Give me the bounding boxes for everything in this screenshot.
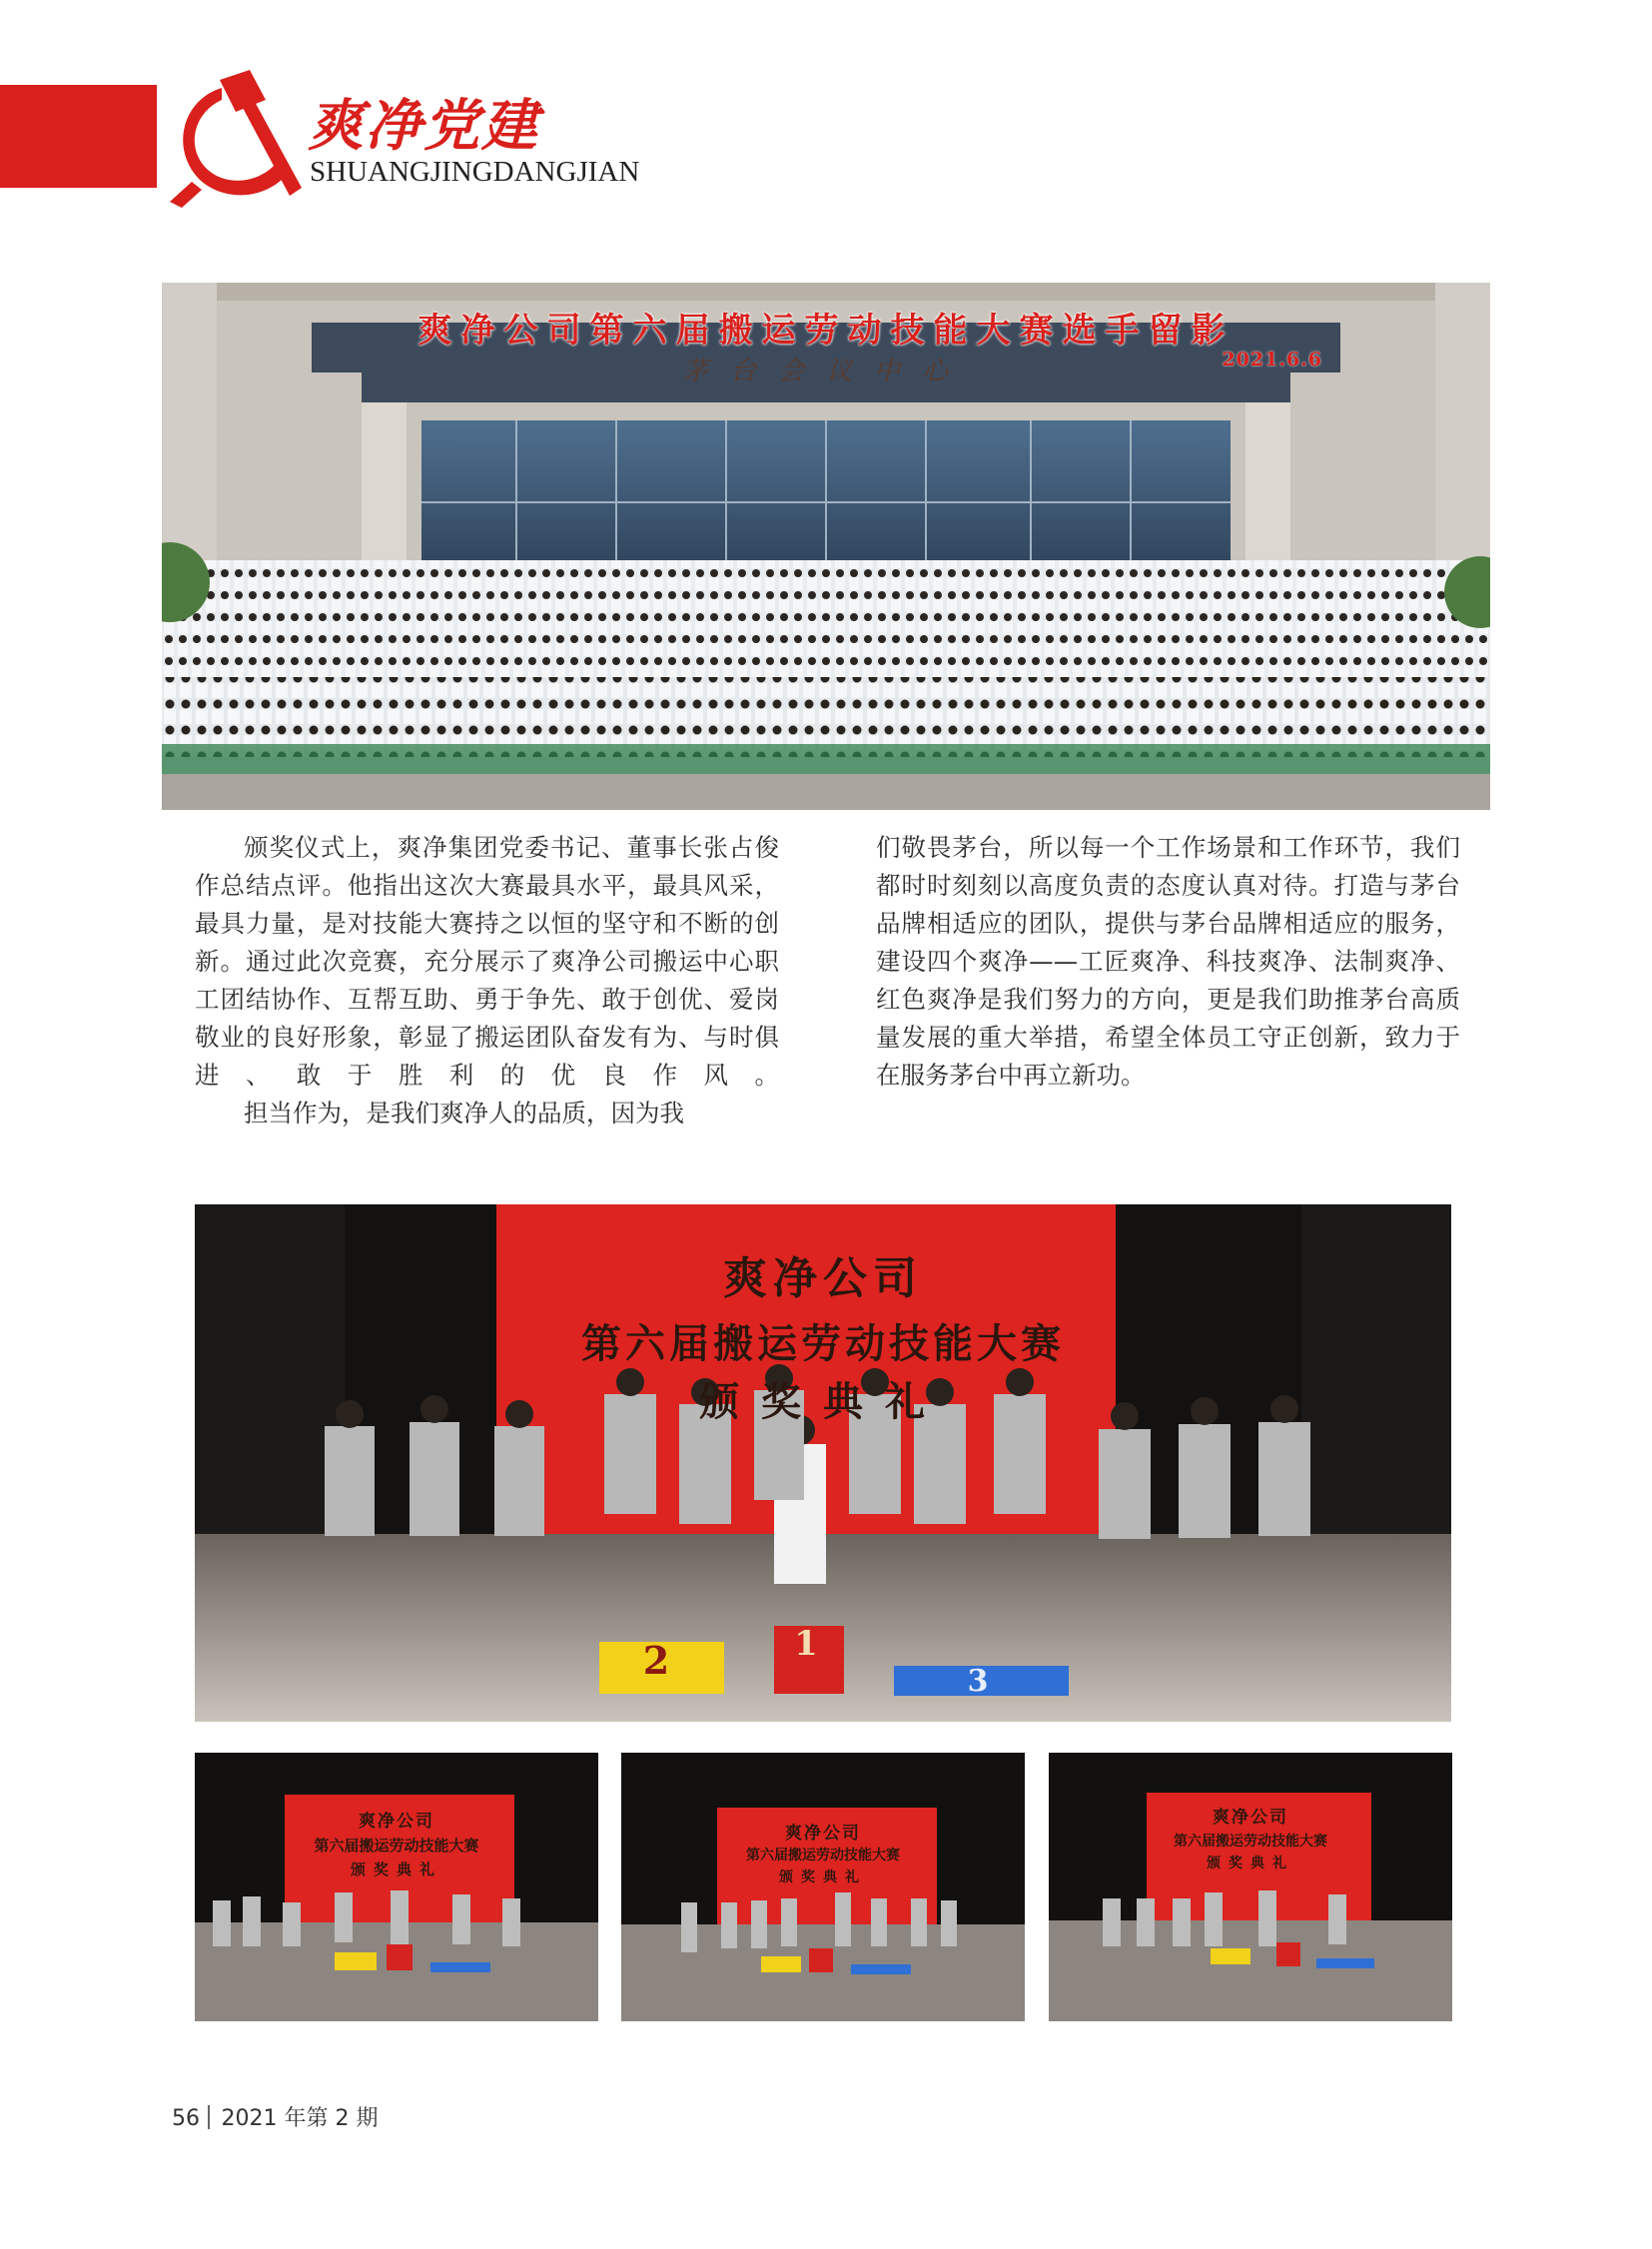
group-photo: [162, 283, 1490, 810]
banner-line-1: 爽净公司: [1213, 1808, 1288, 1828]
header-red-bar: [0, 85, 157, 188]
banner-line-2: 第六届搬运劳动技能大赛: [1174, 1834, 1327, 1850]
banner-line-3: 颁奖典礼: [1207, 1856, 1294, 1872]
page-number: 56: [172, 2106, 200, 2131]
banner-line-3: 颁奖典礼: [350, 1861, 442, 1878]
banner-line-2: 第六届搬运劳动技能大赛: [581, 1320, 1065, 1367]
building-sign: 茅台会议中心: [681, 357, 970, 386]
banner-line-1: 爽净公司: [723, 1253, 923, 1304]
page-footer: [172, 2101, 378, 2132]
banner-line-3: 颁奖典礼: [699, 1378, 947, 1425]
group-photo-caption: 爽净公司第六届搬运劳动技能大赛选手留影: [417, 311, 1235, 351]
party-emblem-icon: [162, 70, 310, 210]
ceremony-photo-small: [195, 1753, 598, 2021]
article-column-right: [876, 829, 1460, 1095]
podium-number: 2: [642, 1638, 670, 1683]
group-photo-date: 2021.6.6: [1222, 349, 1322, 371]
award-ceremony-photo: [195, 1204, 1451, 1722]
footer-divider: [208, 2105, 210, 2129]
podium-number: 3: [967, 1664, 989, 1699]
paragraph: 颁奖仪式上，爽净集团党委书记、董事长张占俊作总结点评。他指出这次大赛最具水平，最具风采，最具力量，是对技能大赛持之以恒的坚守和不断的创新。通过此次竞赛，充分展示了爽净公司搬运中心职工团结协作、互帮互助、勇于争先、敢于创优、爱岗敬业的良好形象，彰显了搬运团队奋发有为、与时俱进、敢于胜利的优良作风。: [195, 833, 779, 1090]
banner-line-1: 爽净公司: [359, 1812, 434, 1832]
brand-title-cn: 爽净党建: [308, 94, 539, 159]
banner-line-3: 颁奖典礼: [779, 1870, 867, 1885]
ceremony-photo-small: [1049, 1753, 1452, 2021]
ceremony-photo-small: [621, 1753, 1025, 2021]
article-column-left: [195, 829, 779, 1132]
banner-line-1: 爽净公司: [785, 1824, 861, 1844]
banner-line-2: 第六届搬运劳动技能大赛: [314, 1837, 479, 1855]
paragraph: 们敬畏茅台，所以每一个工作场景和工作环节，我们都时时刻刻以高度负责的态度认真对待。打造与茅台品牌相适应的团队，提供与茅台品牌相适应的服务，建设四个爽净——工匠爽净、科技爽净、法制爽净、红色爽净是我们努力的方向，更是我们助推茅台高质量发展的重大举措，希望全体员工守正创新，致力于在服务茅台中再立新功。: [876, 833, 1460, 1090]
brand-title-en: SHUANGJINGDANGJIAN: [310, 156, 640, 188]
issue-label: 2021 年第 2 期: [221, 2106, 379, 2131]
paragraph: 担当作为，是我们爽净人的品质，因为我: [244, 1099, 684, 1127]
podium-number: 1: [794, 1624, 818, 1664]
banner-line-2: 第六届搬运劳动技能大赛: [746, 1848, 900, 1864]
